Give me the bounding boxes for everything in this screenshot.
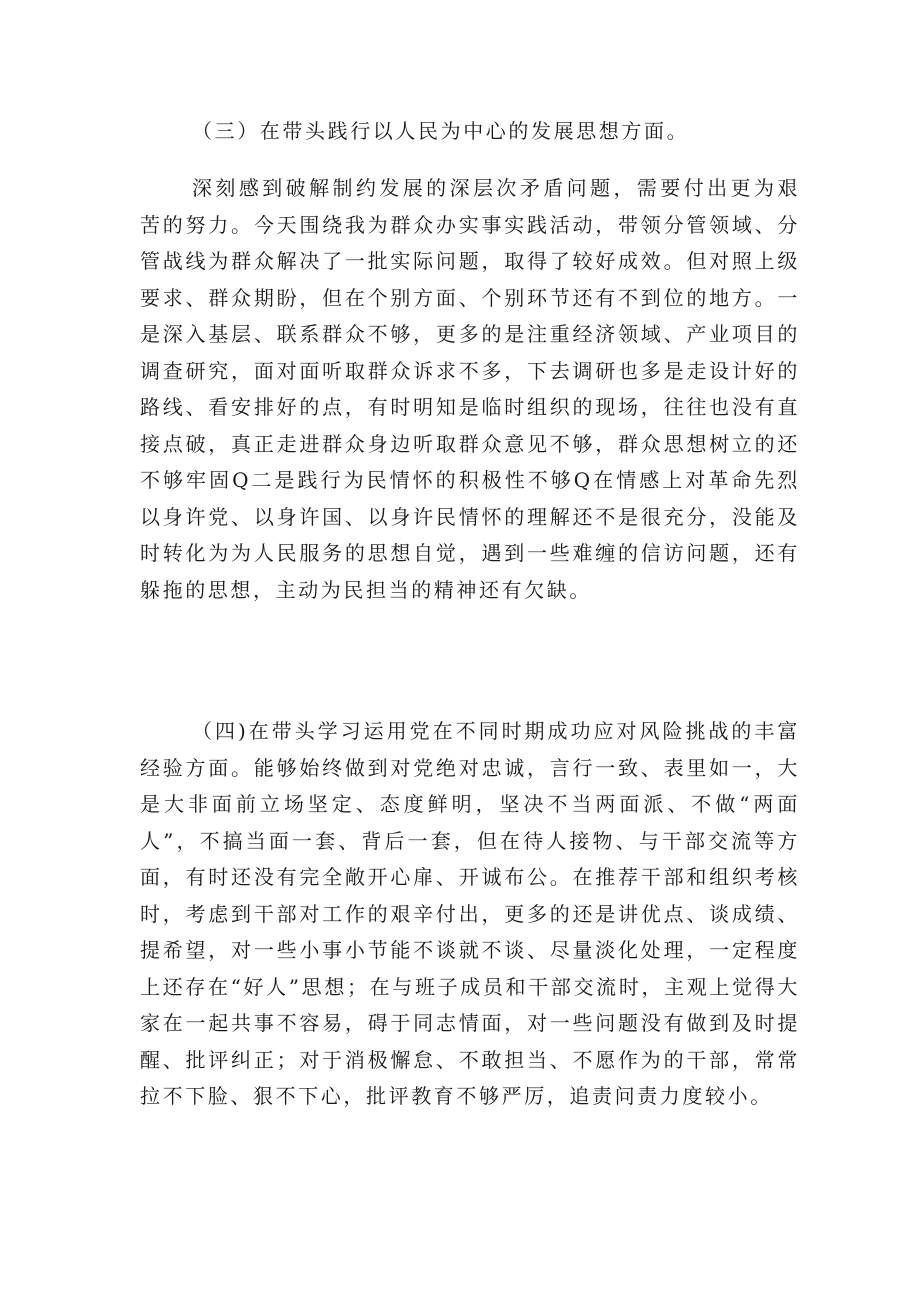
body-paragraph-2: （四)在带头学习运用党在不同时期成功应对风险挑战的丰富经验方面。能够始终做到对党绝对忠诚，言行一致、表里如一，大是大非面前立场坚定、态度鲜明，坚决不当两面派、不做“两面人”，不搞当面一套、背后一套，但在待人接物、与干部交流等方面，有时还没有完全敞开心扉、开诚布公。在推荐干部和组织考核时，考虑到干部对工作的艰辛付出，更多的还是讲优点、谈成绩、提希望，对一些小事小节能不谈就不谈、尽量淡化处理，一定程度上还存在“好人”思想；在与班子成员和干部交流时，主观上觉得大家在一起共事不容易，碍于同志情面，对一些问题没有做到及时提醒、批评纠正；对于消极懈怠、不敢担当、不愿作为的干部，常常拉不下脸、狠不下心，批评教育不够严厉，追责问责力度较小。 — [140, 719, 800, 1108]
section-heading: （三）在带头践行以人民为中心的发展思想方面。 — [192, 119, 690, 143]
body-paragraph-1: 深刻感到破解制约发展的深层次矛盾问题，需要付出更为艰苦的努力。今天围绕我为群众办实事实践活动，带领分管领域、分管战线为群众解决了一批实际问题，取得了较好成效。但对照上级要求、群众期盼，但在个别方面、个别环节还有不到位的地方。一是深入基层、联系群众不够，更多的是注重经济领域、产业项目的调查研究，面对面听取群众诉求不多，下去调研也多是走设计好的路线、看安排好的点，有时明知是临时组织的现场，往往也没有直接点破，真正走进群众身边听取群众意见不够，群众思想树立的还不够牢固Q二是践行为民情怀的积极性不够Q在情感上对革命先烈以身许党、以身许国、以身许民情怀的理解还不是很充分，没能及时转化为为人民服务的思想自觉，遇到一些难缠的信访问题，还有躲拖的思想，主动为民担当的精神还有欠缺。 — [140, 176, 800, 602]
